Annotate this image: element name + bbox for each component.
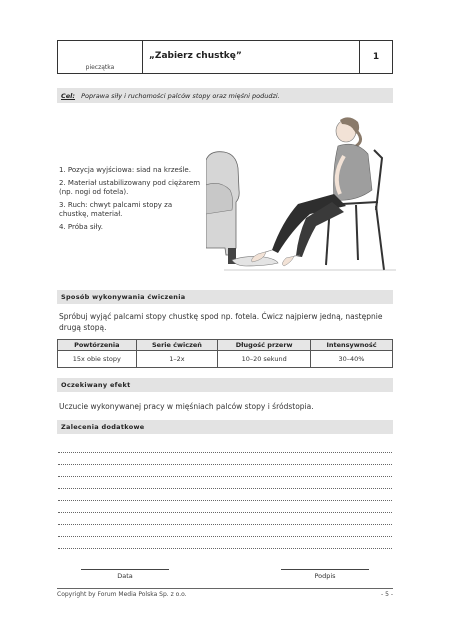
writing-line[interactable]	[58, 488, 392, 489]
table-header: Długość przerw	[218, 340, 311, 351]
page-number: - 5 -	[381, 591, 393, 598]
writing-line[interactable]	[58, 500, 392, 501]
date-signature-line[interactable]	[81, 569, 169, 570]
writing-line[interactable]	[58, 452, 392, 453]
steps-list	[59, 166, 204, 235]
step-item: 2. Materiał ustabilizowany pod ciężarem (np. nogi od fotela).	[59, 178, 201, 196]
section-heading-recommendations: Zalecenia dodatkowe	[57, 420, 393, 434]
section-heading-method: Sposób wykonywania ćwiczenia	[57, 290, 393, 304]
table-header-row	[58, 340, 393, 351]
copyright-text: Copyright by Forum Media Polska Sp. z o.o.	[57, 591, 187, 598]
goal-label: Cel:	[61, 92, 76, 100]
exercise-title: „Zabierz chustkę”	[143, 41, 360, 73]
exercise-table	[57, 339, 393, 368]
table-cell: 10–20 sekund	[218, 351, 311, 368]
table-header: Intensywność	[311, 340, 393, 351]
table-header: Powtórzenia	[58, 340, 137, 351]
table-header: Serie ćwiczeń	[136, 340, 218, 351]
step-item: 1. Pozycja wyjściowa: siad na krześle.	[59, 166, 191, 174]
armchair-drawing	[206, 152, 239, 264]
exercise-illustration	[206, 110, 398, 275]
effect-text: Uczucie wykonywanej pracy w mięśniach palców stopy i śródstopia.	[59, 402, 314, 411]
footer-divider	[57, 588, 393, 589]
step-item: 4. Próba siły.	[59, 222, 103, 231]
table-row	[58, 351, 393, 368]
step-item: 3. Ruch: chwyt palcami stopy za chustkę, materiał.	[59, 200, 173, 218]
goal-bar	[57, 88, 393, 103]
sign-signature-line[interactable]	[281, 569, 369, 570]
goal-text: Poprawa siły i ruchomości palców stopy oraz mięśni podudzi.	[81, 92, 280, 100]
header-box	[57, 40, 393, 74]
writing-line[interactable]	[58, 524, 392, 525]
method-text: Spróbuj wyjąć palcami stopy chustkę spod np. fotela. Ćwicz najpierw jedną, następnie drugą stopą.	[59, 312, 383, 332]
stamp-label: pieczątka	[85, 64, 115, 71]
writing-line[interactable]	[58, 548, 392, 549]
section-heading-effect: Oczekiwany efekt	[57, 378, 393, 392]
sign-label: Podpis	[314, 572, 336, 580]
writing-line[interactable]	[58, 464, 392, 465]
table-cell: 30–40%	[311, 351, 393, 368]
writing-line[interactable]	[58, 536, 392, 537]
writing-line[interactable]	[58, 476, 392, 477]
writing-line[interactable]	[58, 512, 392, 513]
woman-drawing	[252, 117, 372, 266]
stamp-field	[58, 41, 143, 73]
table-cell: 15x obie stopy	[58, 351, 137, 368]
exercise-number: 1	[372, 52, 380, 62]
date-label: Data	[117, 572, 133, 580]
table-cell: 1–2x	[136, 351, 218, 368]
